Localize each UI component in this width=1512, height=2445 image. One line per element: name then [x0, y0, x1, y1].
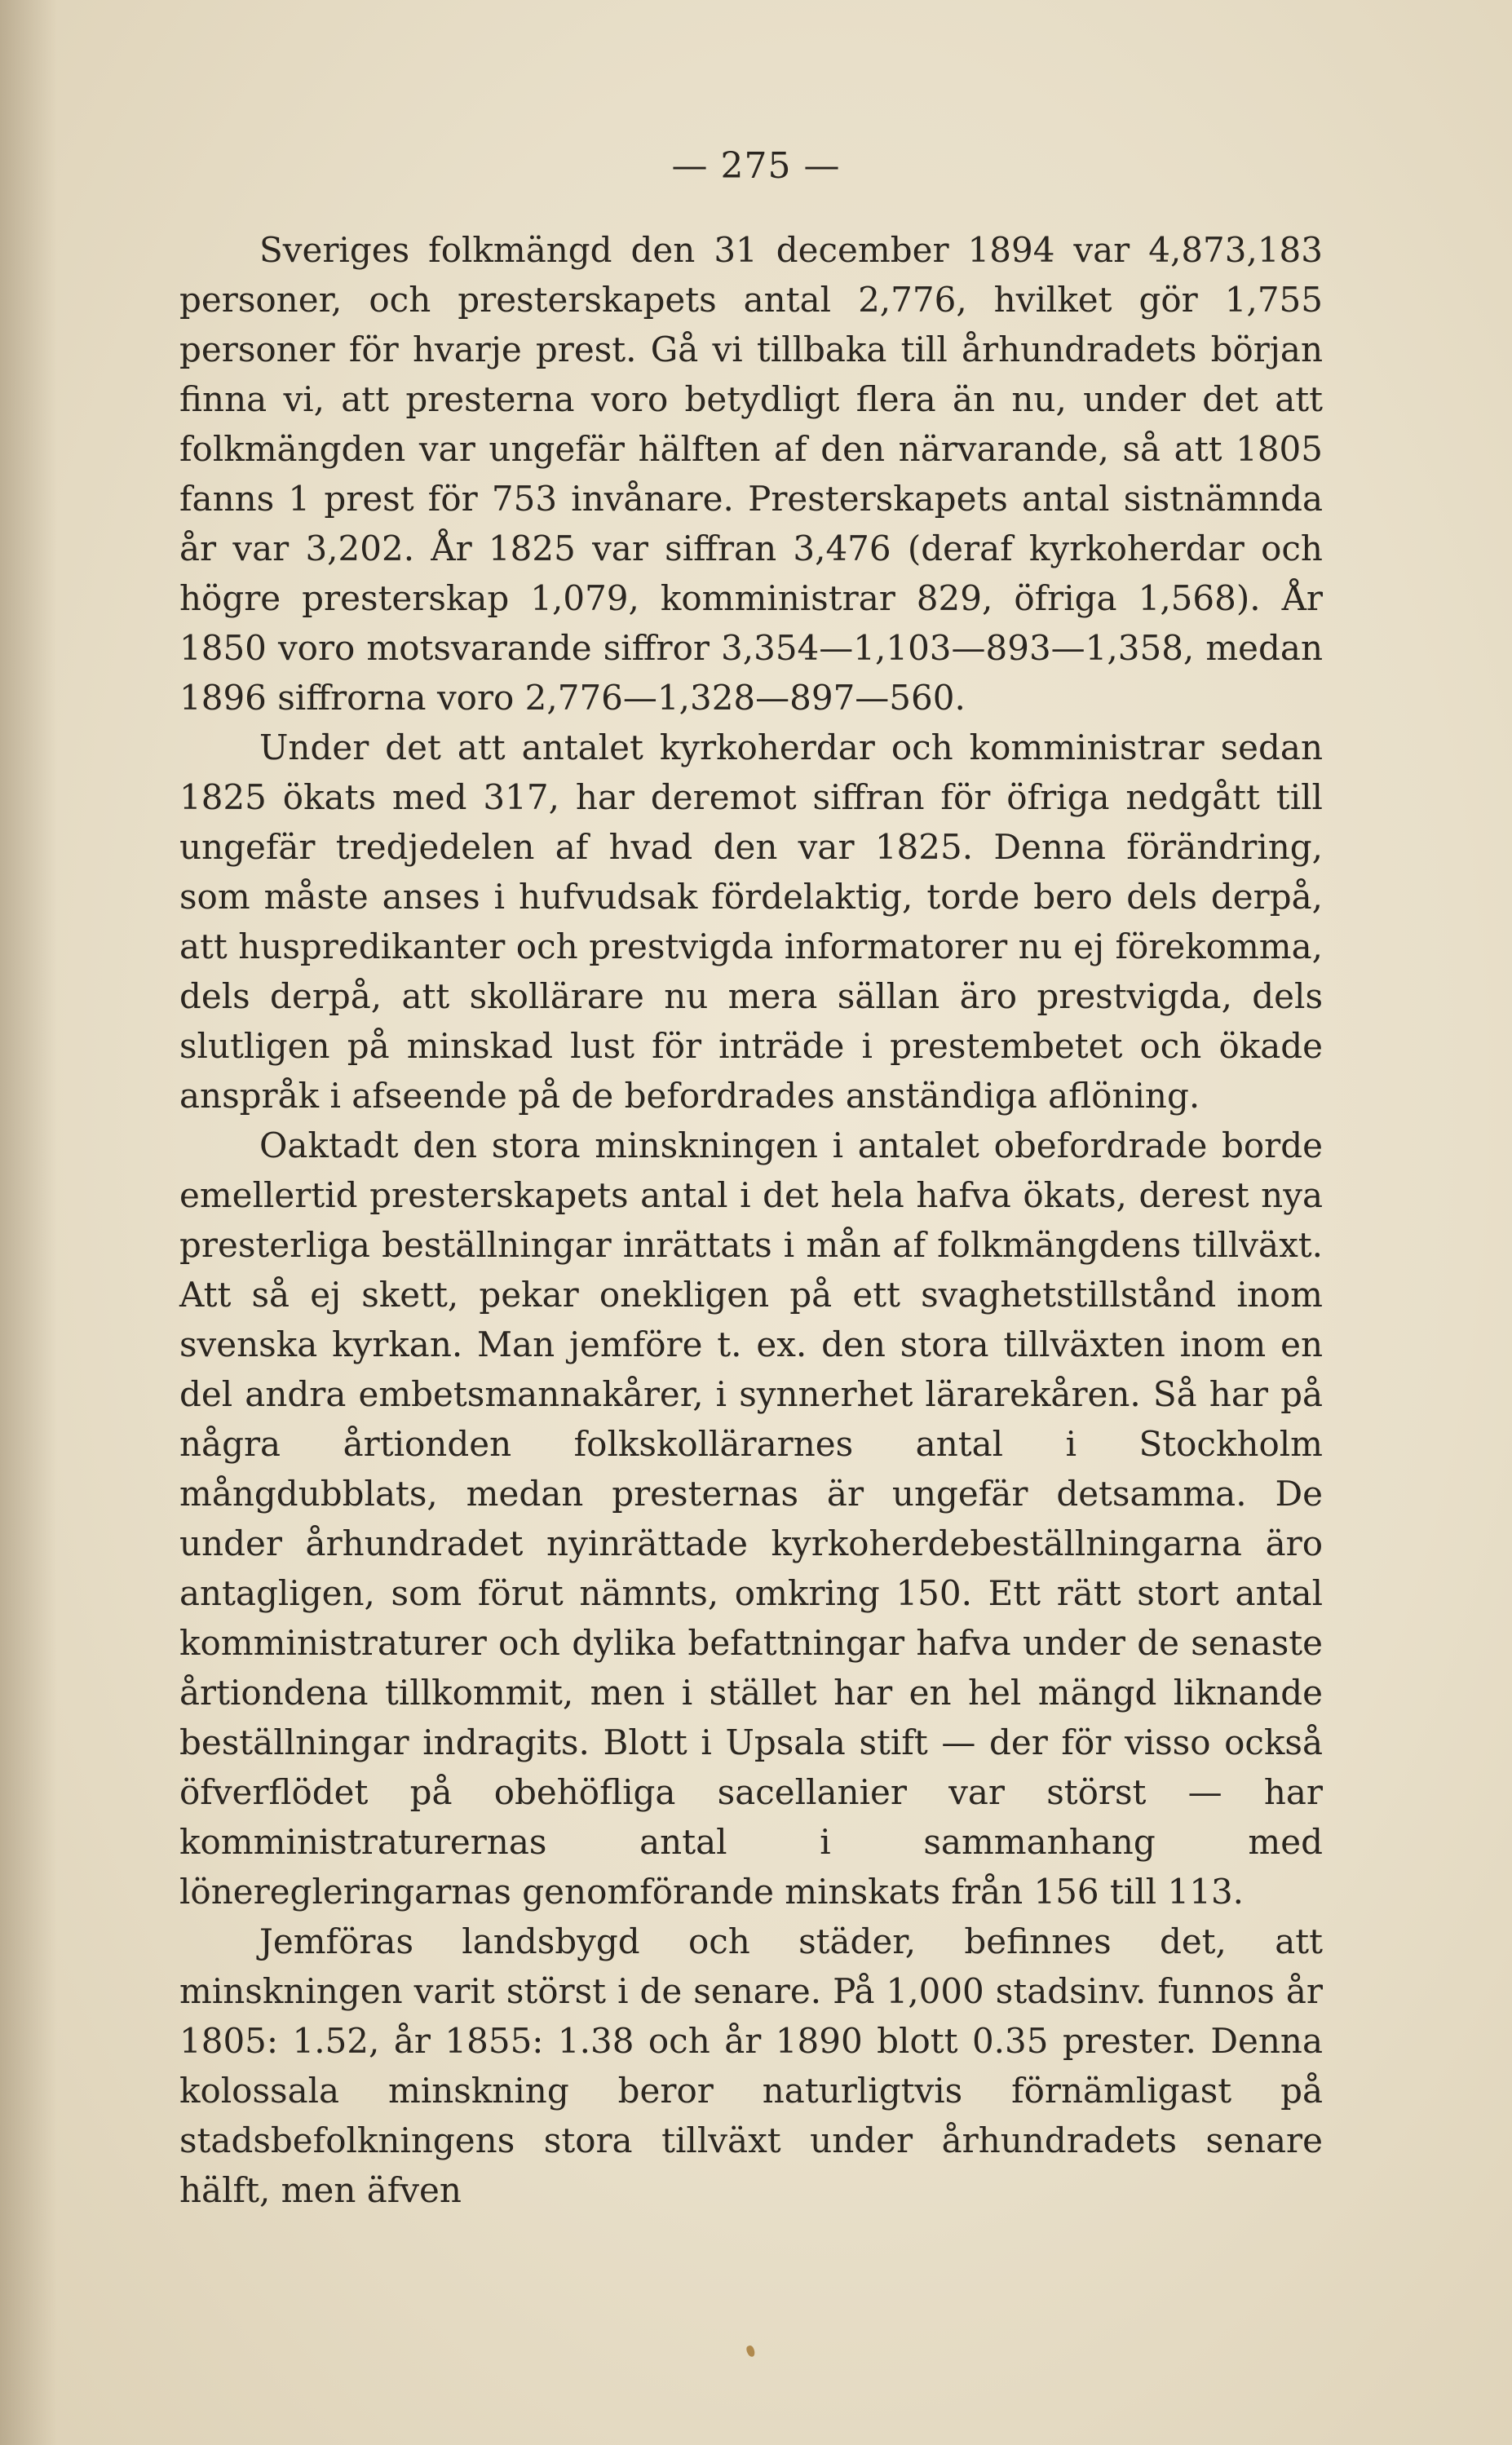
binding-shadow: [0, 0, 57, 2445]
paper-speck: [745, 2345, 756, 2358]
page-number: — 275 —: [671, 145, 841, 187]
paragraph-clergy-decline: Oaktadt den stora minskningen i antalet obefordrade borde emellertid presterskapets antal i det hela hafva ökats, derest nya presterliga beställningar inrättats i mån af folkmängdens tillväxt. Att så ej skett, pekar onekligen på ett svaghetstillstånd inom svenska kyrkan. Man jemföre t. ex. den stora tillväxten inom en del andra embetsmannakårer, i synnerhet lärarekåren. Så har på några årtionden folkskollärarnes antal i Stockholm mångdubblats, medan presternas är ungefär detsamma. De under århundradet nyinrättade kyrkoherdebeställningarna äro antagligen, som förut nämnts, omkring 150. Ett rätt stort antal komministraturer och dylika befattningar hafva under de senaste årtiondena tillkommit, men i stället har en hel mängd liknande beställningar indragits. Blott i Upsala stift — der för visso också öfverflödet på obehöfliga sacellanier var störst — har komministraturernas antal i sammanhang med löneregleringarnas genomförande minskats från 156 till 113.: [179, 1125, 1323, 1912]
text-column: [179, 225, 1323, 2215]
paragraph-town-vs-country: Jemföras landsbygd och städer, befinnes det, att minskningen varit störst i de senare. På 1,000 stadsinv. funnos år 1805: 1.52, år 1855: 1.38 och år 1890 blott 0.35 prester. Denna kolossala minskning beror naturligtvis förnämligast på stadsbefolkningens stora tillväxt under århundradets senare hälft, men äfven: [179, 1921, 1323, 2210]
paragraph-population-statistics: Sveriges folkmängd den 31 december 1894 var 4,873,183 personer, och presterskapets antal 2,776, hvilket gör 1,755 personer för hvarje prest. Gå vi tillbaka till århundradets början finna vi, att presterna voro betydligt flera än nu, under det att folkmängden var ungefär hälften af den närvarande, så att 1805 fanns 1 prest för 753 invånare. Presterskapets antal sistnämnda år var 3,202. År 1825 var siffran 3,476 (deraf kyrkoherdar och högre presterskap 1,079, komministrar 829, öfriga 1,568). År 1850 voro motsvarande siffror 3,354—1,103—893—1,358, medan 1896 siffrorna voro 2,776—1,328—897—560.: [179, 230, 1323, 718]
paragraph-kyrkoherdar-change: Under det att antalet kyrkoherdar och komministrar sedan 1825 ökats med 317, har deremot siffran för öfriga nedgått till ungefär tredjedelen af hvad den var 1825. Denna förändring, som måste anses i hufvudsak fördelaktig, torde bero dels derpå, att huspredikanter och prestvigda informatorer nu ej förekomma, dels derpå, att skollärare nu mera sällan äro prestvigda, dels slutligen på minskad lust för inträde i prestembetet och ökade anspråk i afseende på de befordrades anständiga aflöning.: [179, 727, 1323, 1116]
